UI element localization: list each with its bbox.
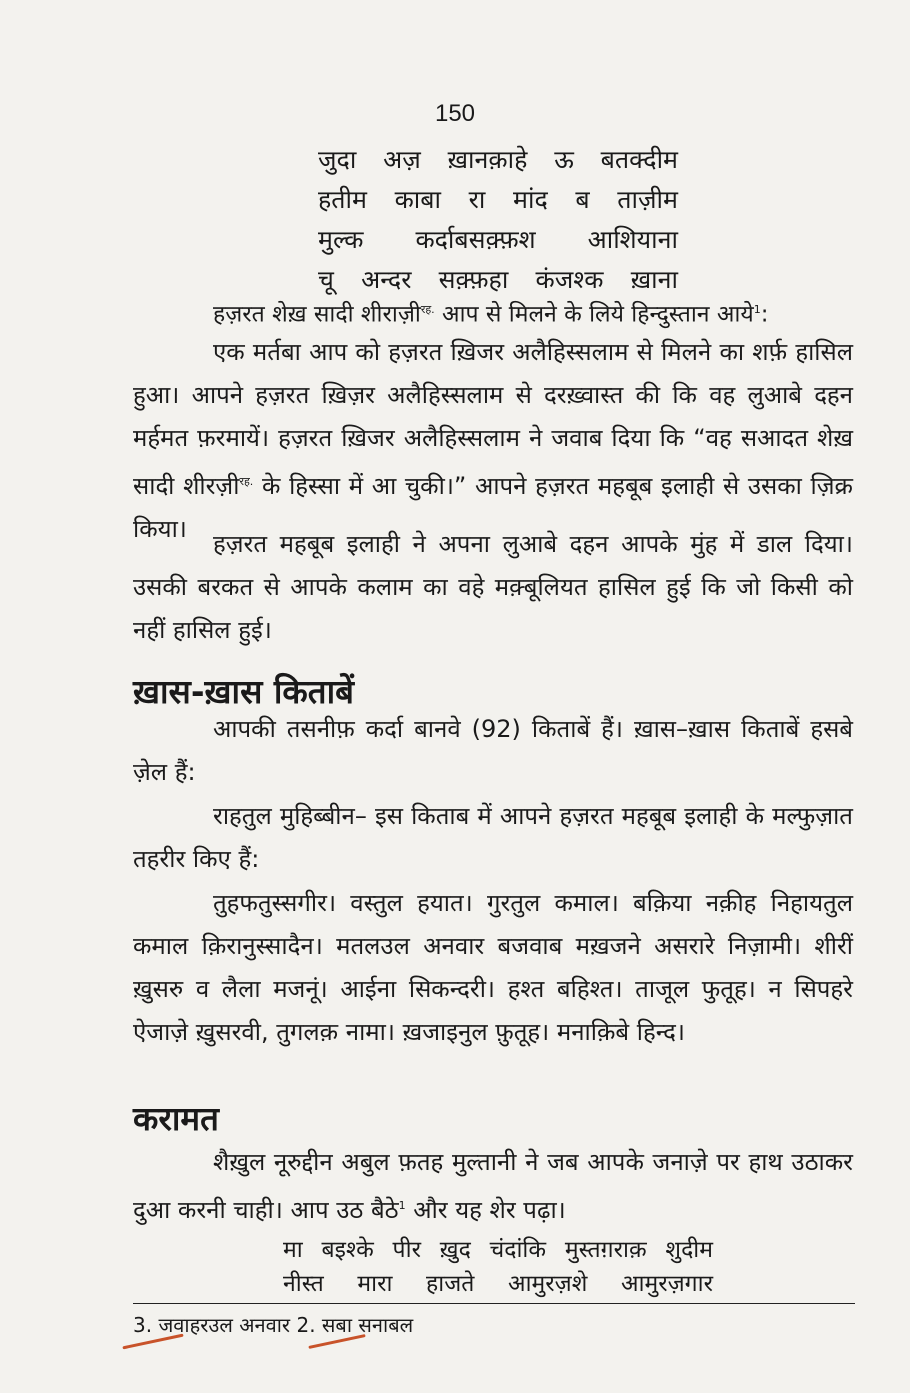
footnote-ref: 1 <box>753 303 761 316</box>
intro-line <box>213 288 853 337</box>
couplet-line-2: नीस्त मारा हाजते आमुरज़शे आमुरज़गार <box>283 1271 713 1297</box>
paragraph-karamat <box>133 1141 853 1232</box>
page-number: 150 <box>434 100 476 127</box>
footnote-ref: 1 <box>398 1199 406 1212</box>
paragraph-khizr <box>133 331 853 551</box>
section-heading-books: ख़ास-ख़ास किताबें <box>133 672 354 711</box>
honorific-superscript: रह. <box>420 303 435 316</box>
paragraph-mahboob-ilahi: हज़रत महबूब इलाही ने अपना लुआबे दहन आपके मुंह में डाल दिया। उसकी बरकत से आपके कलाम का वहे मक़्बूलियत हासिल हुई कि जो किसी को नहीं हासिल हुई। <box>133 530 853 644</box>
verse-line-4: चू अन्दर सक़्फ़हा कंजश्क ख़ाना <box>318 265 678 294</box>
couplet-line-1: मा बइश्के पीर ख़ुद चंदांकि मुस्तग़राक़ शुदीम <box>283 1237 713 1263</box>
footnote-text: 3. जवाहरउल अनवार 2. सबा सनाबल <box>133 1313 414 1337</box>
paragraph-rahatul: राहतुल मुहिब्बीन– इस किताब में आपने हज़रत महबूब इलाही के मल्फुज़ात तहरीर किए हैं: <box>133 802 853 873</box>
paragraph-book-list: तुहफतुस्सगीर। वस्तुल हयात। गुरतुल कमाल। बक़िया नक़ीह निहायतुल कमाल क़िरानुस्सादैन। मतलउल अनवार बजवाब मख़जने असरारे निज़ामी। शीरीं ख़ुसरु व लैला मजनूं। आईना सिकन्दरी। हश्त बहिश्त। ताजूल फुतूह। न सिपहरे ऐजाज़े ख़ुसरवी, तुगलक़ नामा। ख़जाइनुल फ़ुतूह। मनाक़िबे हिन्द। <box>133 889 853 1046</box>
intro-text: हज़रत शेख़ सादी शीराज़ी <box>213 301 421 328</box>
verse-line-1: जुदा अज़ ख़ानक़ाहे ऊ बतक्दीम <box>318 145 678 174</box>
verse-line-2: हतीम काबा रा मांद ब ताज़ीम <box>318 185 678 214</box>
paragraph-khizr-text-rest: के हिस्सा में आ चुकी।” आपने हज़रत महबूब इलाही से उसका ज़िक्र किया। <box>133 472 853 543</box>
section-heading-karamat: करामत <box>133 1099 219 1138</box>
paragraph-karamat-text: शैख़ुल नूरुद्दीन अबुल फ़तह मुल्तानी ने जब आपके जनाज़े पर हाथ उठाकर दुआ करनी चाही। आप उठ बैठे <box>133 1148 853 1224</box>
honorific-superscript: रह. <box>239 475 254 488</box>
footnote-divider <box>133 1303 855 1304</box>
paragraph-books-count: आपकी तसनीफ़ कर्दा बानवे (92) किताबें हैं। ख़ास–ख़ास किताबें हसबे ज़ेल हैं: <box>133 715 853 786</box>
intro-colon: : <box>760 301 769 328</box>
paragraph-khizr-text: एक मर्तबा आप को हज़रत ख़िजर अलैहिस्सलाम से मिलने का शर्फ़ हासिल हुआ। आपने हज़रत ख़िज़र अलैहिस्सलाम से दरख़्वास्त की कि वह लुआबे दहन मर्हमत फ़रमायें। हज़रत ख़िजर अलैहिस्सलाम ने जवाब दिया कि “वह सआदत शेख़ सादी शीरज़ी <box>133 338 853 500</box>
intro-text-rest: आप से मिलने के लिये हिन्दुस्तान आये <box>434 301 754 328</box>
verse-line-3: मुल्क कर्दाबसक़्फ़श आशियाना <box>318 225 678 254</box>
paragraph-karamat-text-rest: और यह शेर पढ़ा। <box>405 1196 566 1224</box>
